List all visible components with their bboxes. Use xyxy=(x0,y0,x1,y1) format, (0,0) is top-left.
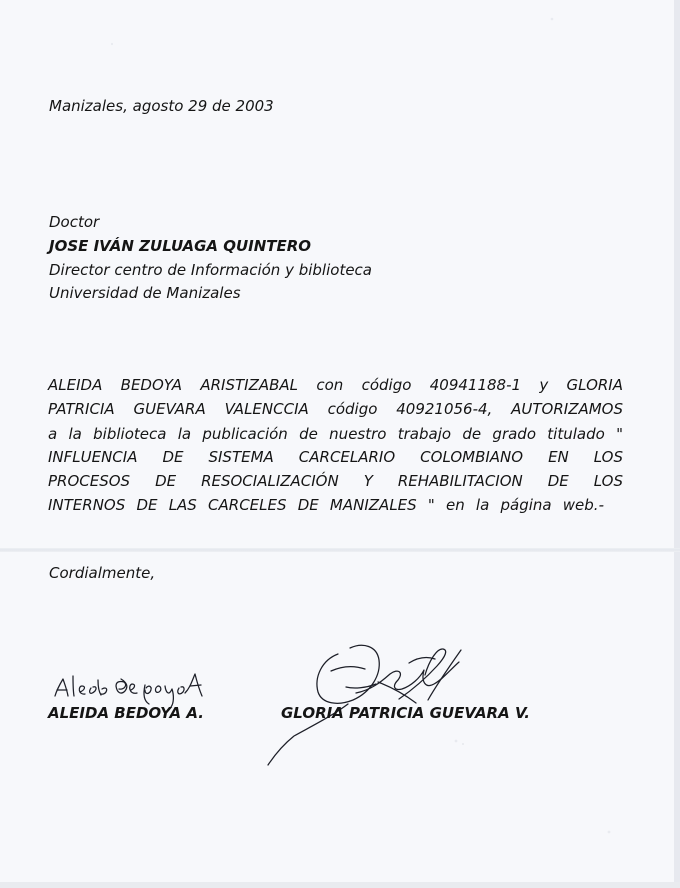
body-line-2: PATRICIA GUEVARA VALENCCIA código 40921056-4, AUTORIZAMOS xyxy=(48,400,623,418)
body-line-5: PROCESOS DE RESOCIALIZACIÓN Y REHABILITACION DE LOS xyxy=(48,472,623,490)
recipient-position: Director centro de Información y biblioteca xyxy=(49,261,372,279)
signer-name-gloria: GLORIA PATRICIA GUEVARA V. xyxy=(281,704,530,722)
recipient-title: Doctor xyxy=(49,213,100,231)
signer-name-aleida: ALEIDA BEDOYA A. xyxy=(48,704,204,722)
body-line-6: INTERNOS DE LAS CARCELES DE MANIZALES " en la página web.- xyxy=(48,496,604,514)
recipient-institution: Universidad de Manizales xyxy=(49,284,241,302)
body-line-1: ALEIDA BEDOYA ARISTIZABAL con código 40941188-1 y GLORIA xyxy=(48,376,623,394)
body-line-4: INFLUENCIA DE SISTEMA CARCELARIO COLOMBIANO EN LOS xyxy=(48,448,623,466)
place-date: Manizales, agosto 29 de 2003 xyxy=(49,97,274,115)
recipient-name: JOSE IVÁN ZULUAGA QUINTERO xyxy=(49,237,312,255)
closing: Cordialmente, xyxy=(49,564,156,582)
body-line-3: a la biblioteca la publicación de nuestro trabajo de grado titulado " xyxy=(48,425,623,443)
